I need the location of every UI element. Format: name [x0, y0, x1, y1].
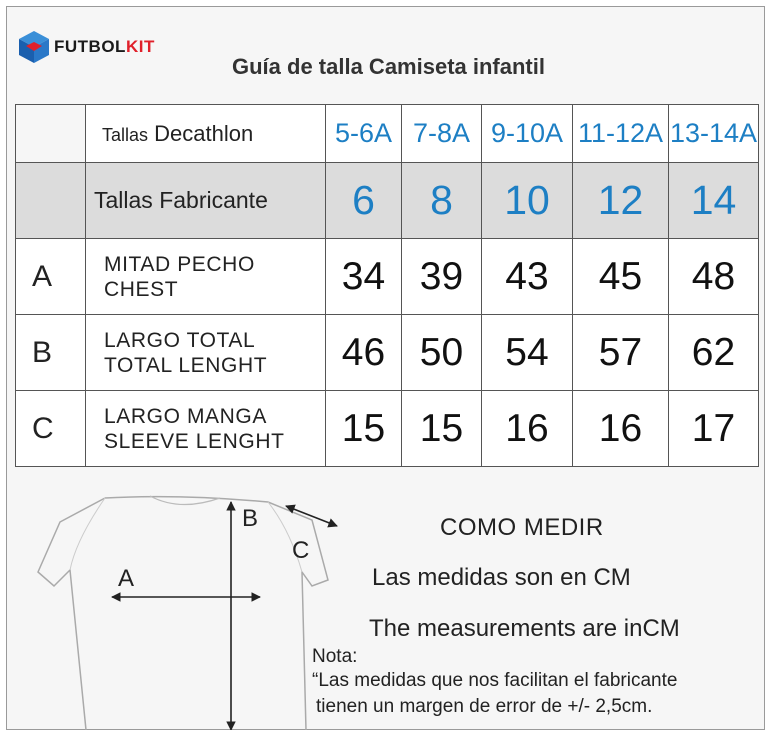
measurement-label [86, 391, 326, 467]
brand-logo [18, 30, 155, 64]
units-note-en: The measurements are inCM [369, 615, 680, 642]
measurement-row-length [16, 315, 759, 391]
measurement-value: 46 [326, 315, 402, 391]
measurement-label-es: LARGO TOTAL [104, 328, 256, 352]
measurement-letter: C [16, 391, 86, 467]
decathlon-size-label [86, 105, 326, 163]
manufacturer-size-label: Tallas Fabricante [86, 163, 326, 239]
measurement-label [86, 239, 326, 315]
manufacturer-size-row [16, 163, 759, 239]
measurement-label-es: MITAD PECHO [104, 252, 255, 276]
measurement-row-chest [16, 239, 759, 315]
measurement-value: 16 [482, 391, 573, 467]
empty-cell [16, 105, 86, 163]
decathlon-label-big: Decathlon [154, 120, 254, 146]
manufacturer-size-cell: 14 [669, 163, 759, 239]
units-note-es: Las medidas son en CM [372, 564, 631, 591]
manufacturer-size-cell: 10 [482, 163, 573, 239]
manufacturer-size-cell: 6 [326, 163, 402, 239]
diagram-label-c: C [292, 537, 310, 564]
cube-logo-icon [18, 30, 50, 64]
measurement-letter: A [16, 239, 86, 315]
age-size-row [16, 105, 759, 163]
measurement-value: 48 [669, 239, 759, 315]
measurement-value: 50 [402, 315, 482, 391]
measurement-value: 15 [326, 391, 402, 467]
measurement-letter: B [16, 315, 86, 391]
brand-name [54, 37, 155, 57]
measurement-value: 16 [573, 391, 669, 467]
brand-prefix: FUTBOL [54, 37, 126, 56]
brand-suffix: KIT [125, 37, 155, 56]
age-size-cell: 9-10A [482, 105, 573, 163]
measurement-value: 45 [573, 239, 669, 315]
measurement-value: 43 [482, 239, 573, 315]
measurement-label-en: SLEEVE LENGHT [104, 429, 285, 453]
measurement-label-en: TOTAL LENGHT [104, 353, 268, 377]
measurement-label-es: LARGO MANGA [104, 404, 267, 428]
sleeve-measure-arrow [286, 506, 337, 526]
measurement-row-sleeve [16, 391, 759, 467]
measurement-value: 62 [669, 315, 759, 391]
manufacturer-size-cell: 12 [573, 163, 669, 239]
age-size-cell: 5-6A [326, 105, 402, 163]
measurement-value: 39 [402, 239, 482, 315]
diagram-label-a: A [118, 565, 135, 592]
measurement-value: 57 [573, 315, 669, 391]
measurement-value: 34 [326, 239, 402, 315]
empty-cell [16, 163, 86, 239]
measurement-label [86, 315, 326, 391]
how-to-measure-heading: COMO MEDIR [440, 514, 604, 541]
note-line-1: “Las medidas que nos facilitan el fabricante [312, 670, 678, 691]
measurement-label-en: CHEST [104, 277, 179, 301]
age-size-cell: 7-8A [402, 105, 482, 163]
diagram-label-b: B [242, 505, 259, 532]
tshirt-diagram [30, 490, 350, 730]
manufacturer-size-cell: 8 [402, 163, 482, 239]
tshirt-outline-icon [38, 497, 328, 730]
decathlon-label-small: Tallas [102, 124, 149, 145]
age-size-cell: 11-12A [573, 105, 669, 163]
note-title: Nota: [312, 646, 358, 667]
measurement-value: 17 [669, 391, 759, 467]
page-title: Guía de talla Camiseta infantil [232, 54, 545, 79]
measurement-value: 15 [402, 391, 482, 467]
age-size-cell: 13-14A [669, 105, 759, 163]
measurement-value: 54 [482, 315, 573, 391]
size-table [15, 104, 759, 467]
note-line-2: tienen un margen de error de +/- 2,5cm. [316, 696, 653, 717]
